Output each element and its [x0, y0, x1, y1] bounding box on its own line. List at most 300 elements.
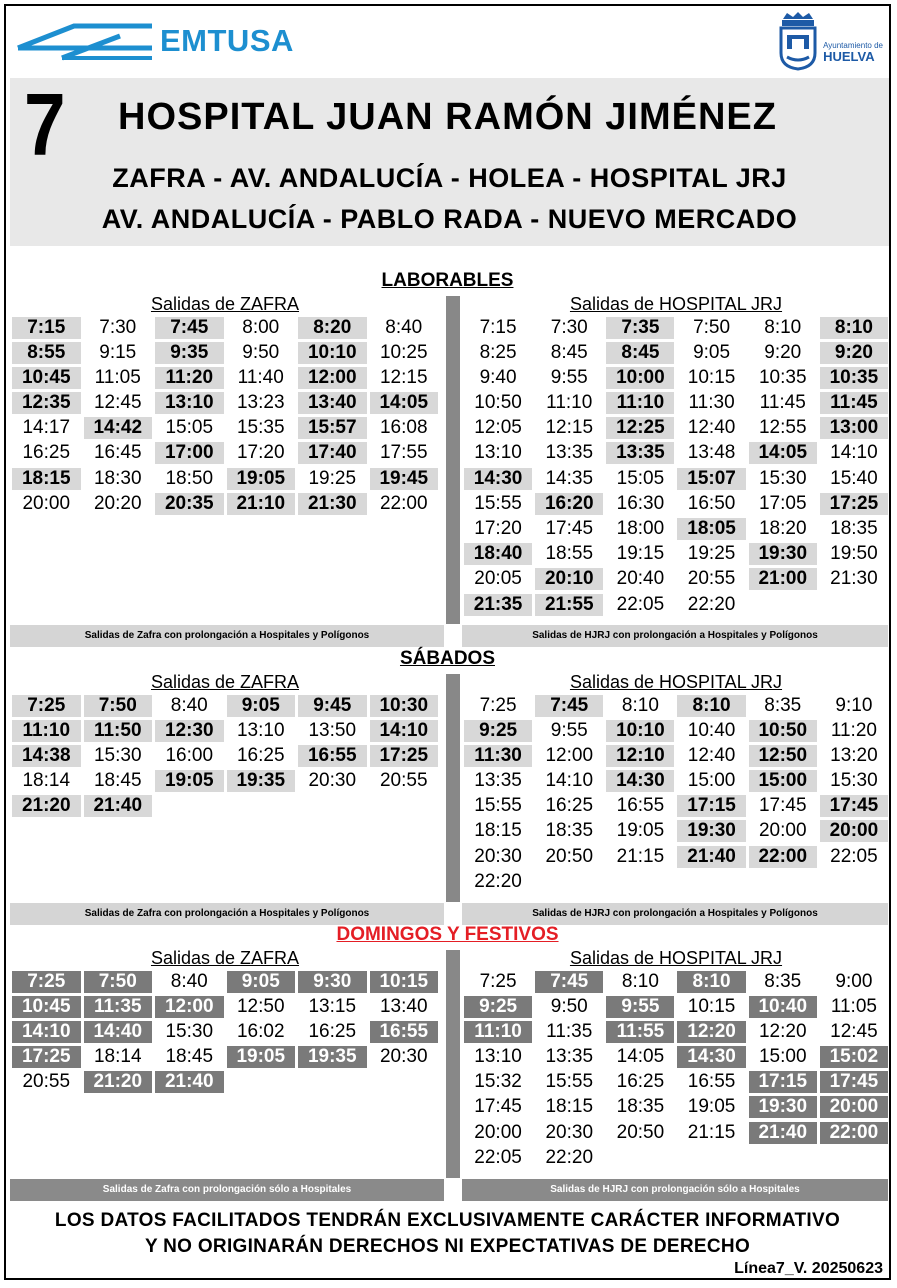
departure-time: 11:20	[830, 719, 877, 741]
departure-time: 9:30	[298, 971, 367, 993]
departure-time: 20:40	[616, 568, 665, 590]
departure-time: 8:10	[820, 317, 888, 339]
departure-time: 14:35	[545, 467, 594, 489]
departure-time: 12:15	[379, 366, 428, 388]
note-zafra: Salidas de Zafra con prolongación a Hospitales y Polígonos	[10, 625, 444, 647]
column-header: Salidas de ZAFRA	[150, 672, 300, 692]
departure-time: 11:30	[464, 745, 532, 767]
departure-time: 7:50	[84, 695, 153, 717]
departure-time: 15:30	[165, 1020, 214, 1042]
departure-time: 8:35	[764, 970, 802, 992]
departure-time: 20:30	[308, 770, 357, 792]
departure-time: 16:25	[236, 744, 285, 766]
departure-time: 8:40	[170, 694, 208, 716]
ayuntamiento-label: Ayuntamiento de	[823, 40, 883, 50]
departure-time: 10:50	[749, 720, 817, 742]
departure-time: 13:35	[606, 442, 674, 464]
departure-time: 10:30	[370, 695, 439, 717]
departures-zafra	[12, 948, 438, 1095]
departure-time: 7:15	[12, 317, 81, 339]
times-grid	[12, 969, 438, 1095]
departure-time: 10:45	[12, 367, 81, 389]
departure-time: 16:25	[308, 1020, 357, 1042]
column-divider	[446, 296, 460, 624]
departure-time: 11:05	[94, 366, 141, 388]
departure-time: 14:10	[12, 1021, 81, 1043]
departure-time: 13:10	[474, 1046, 522, 1068]
departure-time: 8:00	[242, 316, 280, 338]
column-header: Salidas de HOSPITAL JRJ	[569, 672, 783, 692]
departure-time: 13:40	[298, 392, 367, 414]
departure-time: 20:55	[687, 568, 736, 590]
departures-hospital	[464, 294, 888, 617]
departure-time: 10:10	[298, 342, 367, 364]
departure-time: 14:38	[12, 745, 81, 767]
departure-time: 10:00	[606, 367, 674, 389]
departure-time: 12:15	[545, 417, 594, 439]
departure-time: 10:25	[379, 341, 428, 363]
departure-time: 18:50	[165, 467, 214, 489]
departure-time: 21:40	[84, 795, 153, 817]
departure-time: 20:00	[820, 1096, 888, 1118]
coat-of-arms-icon	[777, 11, 819, 71]
departure-time: 20:55	[379, 770, 428, 792]
city-label: HUELVA	[823, 49, 875, 65]
departure-time: 15:55	[474, 795, 522, 817]
departure-time: 17:45	[820, 795, 888, 817]
departures-zafra	[12, 672, 438, 819]
departures-zafra	[12, 294, 438, 517]
departure-time: 13:35	[474, 770, 522, 792]
departure-time: 18:45	[165, 1046, 214, 1068]
departure-time: 17:15	[749, 1071, 817, 1093]
departure-time: 15:30	[758, 467, 807, 489]
departure-time: 14:10	[545, 770, 594, 792]
departure-time: 12:20	[677, 1021, 745, 1043]
departure-time: 9:45	[298, 695, 367, 717]
departure-time: 15:30	[93, 744, 142, 766]
departure-time: 16:25	[616, 1071, 665, 1093]
departure-time: 19:30	[749, 543, 817, 565]
departure-time: 20:20	[93, 492, 142, 514]
departure-time: 18:40	[464, 543, 532, 565]
header	[6, 6, 889, 76]
departure-time: 10:35	[758, 366, 807, 388]
departure-time: 8:35	[764, 694, 802, 716]
departure-time: 12:35	[12, 392, 81, 414]
departure-time: 17:45	[758, 795, 807, 817]
departure-time: 15:07	[677, 468, 745, 490]
departure-time: 7:45	[535, 695, 603, 717]
departure-time: 13:23	[236, 392, 285, 414]
departure-time: 9:40	[479, 366, 517, 388]
departure-time: 11:50	[84, 720, 153, 742]
departure-time: 18:55	[545, 543, 594, 565]
departure-time: 7:25	[12, 695, 81, 717]
departure-time: 13:00	[820, 417, 888, 439]
departure-time: 16:30	[616, 492, 665, 514]
departure-time: 16:25	[22, 442, 71, 464]
departure-time: 7:30	[99, 316, 137, 338]
note-zafra: Salidas de Zafra con prolongación sólo a Hospitales	[10, 1179, 444, 1201]
departure-time: 21:30	[830, 568, 878, 590]
departure-time: 21:55	[535, 594, 603, 616]
departure-time: 22:00	[749, 846, 817, 868]
departure-time: 7:45	[155, 317, 224, 339]
departure-time: 19:05	[227, 468, 296, 490]
departure-time: 20:30	[545, 1121, 594, 1143]
disclaimer-line-1: LOS DATOS FACILITADOS TENDRÁN EXCLUSIVAMENTE CARÁCTER INFORMATIVO	[54, 1210, 841, 1231]
departure-time: 19:35	[298, 1046, 367, 1068]
bus-arrow-icon	[16, 18, 154, 64]
departure-time: 21:15	[687, 1121, 736, 1143]
departure-time: 13:10	[236, 719, 285, 741]
departure-time: 20:00	[474, 1121, 522, 1143]
departure-time: 9:05	[693, 341, 731, 363]
departure-time: 14:17	[22, 417, 71, 439]
departure-time: 16:45	[93, 442, 142, 464]
departure-time: 15:35	[236, 417, 285, 439]
times-grid	[12, 693, 438, 819]
departure-time: 11:55	[606, 1021, 674, 1043]
departure-time: 18:15	[12, 468, 81, 490]
departure-time: 18:30	[93, 467, 142, 489]
line-number: 7	[24, 75, 66, 174]
departure-time: 22:00	[379, 492, 428, 514]
departure-time: 11:10	[546, 392, 593, 414]
departure-time: 13:20	[830, 744, 878, 766]
departure-time: 18:45	[93, 770, 142, 792]
column-divider	[446, 674, 460, 902]
departure-time: 8:10	[621, 694, 659, 716]
note-bar	[6, 1179, 889, 1201]
departure-time: 12:10	[606, 745, 674, 767]
departure-time: 15:32	[474, 1071, 522, 1093]
departure-time: 9:35	[155, 342, 224, 364]
departure-time: 20:10	[535, 568, 603, 590]
departure-time: 12:00	[298, 367, 367, 389]
departure-time: 11:10	[12, 720, 81, 742]
departure-time: 21:35	[464, 594, 532, 616]
departure-time: 20:30	[474, 845, 522, 867]
departure-time: 7:25	[479, 694, 517, 716]
departure-time: 9:55	[606, 996, 674, 1018]
departure-time: 9:05	[227, 695, 296, 717]
times-grid	[12, 315, 438, 517]
departure-time: 10:15	[370, 971, 439, 993]
departure-time: 12:30	[155, 720, 224, 742]
departure-time: 19:25	[308, 467, 357, 489]
route-title-box	[10, 75, 889, 246]
departure-time: 19:05	[616, 820, 665, 842]
section-title: SÁBADOS	[399, 648, 495, 669]
disclaimer-line-2: Y NO ORIGINARÁN DERECHOS NI EXPECTATIVAS DE DERECHO	[144, 1236, 751, 1257]
departure-time: 16:50	[687, 492, 736, 514]
departure-time: 20:05	[474, 568, 522, 590]
version-label: Línea7_V. 20250623	[734, 1260, 883, 1277]
times-grid	[464, 315, 888, 617]
departure-time: 19:05	[687, 1096, 736, 1118]
departure-time: 7:50	[693, 316, 731, 338]
departure-time: 11:10	[606, 392, 674, 414]
departure-time: 16:55	[687, 1071, 736, 1093]
departure-time: 9:25	[464, 720, 532, 742]
departure-time: 18:15	[474, 820, 522, 842]
departure-time: 18:35	[830, 518, 878, 539]
departure-time: 16:25	[545, 795, 594, 817]
departure-time: 16:00	[165, 744, 214, 766]
departure-time: 21:20	[12, 795, 81, 817]
route-stops-2: AV. ANDALUCÍA - PABLO RADA - NUEVO MERCADO	[101, 204, 798, 234]
departure-time: 20:00	[758, 820, 807, 842]
departure-time: 15:02	[820, 1046, 888, 1068]
departure-time: 8:10	[764, 316, 802, 338]
departure-time: 20:00	[22, 492, 71, 514]
departure-time: 16:55	[298, 745, 367, 767]
departure-time: 10:15	[687, 995, 736, 1017]
note-hospital: Salidas de HJRJ con prolongación sólo a Hospitales	[462, 1179, 888, 1201]
departure-time: 12:50	[749, 745, 817, 767]
departure-time: 18:35	[616, 1096, 665, 1118]
departure-time: 8:25	[479, 341, 517, 363]
departures-hospital	[464, 948, 888, 1171]
departure-time: 10:10	[606, 720, 674, 742]
departure-time: 12:25	[606, 417, 674, 439]
column-header: Salidas de ZAFRA	[150, 948, 300, 968]
departure-time: 11:20	[155, 367, 224, 389]
departure-time: 15:05	[165, 417, 214, 439]
departure-time: 10:45	[12, 996, 81, 1018]
departure-time: 9:50	[242, 341, 280, 363]
departure-time: 10:40	[749, 996, 817, 1018]
departure-time: 7:15	[479, 316, 517, 338]
departure-time: 11:35	[546, 1020, 593, 1042]
departures-hospital	[464, 672, 888, 895]
departure-time: 20:55	[22, 1071, 71, 1093]
departure-time: 12:45	[93, 392, 142, 414]
note-zafra: Salidas de Zafra con prolongación a Hospitales y Polígonos	[10, 903, 444, 925]
departure-time: 9:55	[550, 719, 588, 741]
departure-time: 10:15	[687, 366, 736, 388]
departure-time: 20:30	[379, 1046, 428, 1068]
departure-time: 15:55	[474, 492, 522, 514]
departure-time: 18:15	[545, 1096, 594, 1118]
departure-time: 12:55	[758, 417, 807, 439]
note-hospital: Salidas de HJRJ con prolongación a Hospitales y Polígonos	[462, 903, 888, 925]
departure-time: 15:00	[687, 770, 736, 792]
departure-time: 17:00	[155, 442, 224, 464]
departure-time: 21:15	[616, 845, 665, 867]
departure-time: 21:30	[298, 493, 367, 515]
departure-time: 18:35	[545, 820, 594, 842]
departure-time: 12:40	[687, 417, 736, 439]
departure-time: 13:48	[687, 442, 736, 464]
departure-time: 14:10	[370, 720, 439, 742]
departure-time: 15:57	[298, 417, 367, 439]
departure-time: 8:40	[170, 970, 208, 992]
departure-time: 17:45	[474, 1096, 522, 1118]
column-header: Salidas de ZAFRA	[150, 294, 300, 314]
departure-time: 11:10	[464, 1021, 532, 1043]
departure-time: 17:15	[677, 795, 745, 817]
departure-time: 17:20	[236, 442, 285, 464]
departure-time: 20:00	[820, 820, 888, 842]
departure-time: 11:30	[688, 392, 735, 414]
departure-time: 17:20	[474, 518, 522, 539]
departure-time: 14:30	[677, 1046, 745, 1068]
departure-time: 15:00	[749, 770, 817, 792]
departure-time: 19:50	[830, 543, 878, 565]
departure-time: 18:20	[758, 518, 807, 539]
departure-time: 22:05	[474, 1146, 522, 1168]
departure-time: 19:45	[370, 468, 439, 490]
departure-time: 17:45	[545, 518, 594, 539]
departure-time: 16:55	[370, 1021, 439, 1043]
departure-time: 16:08	[379, 417, 428, 439]
departure-time: 14:40	[84, 1021, 153, 1043]
departure-time: 10:40	[687, 719, 736, 741]
departure-time: 8:55	[12, 342, 81, 364]
column-header: Salidas de HOSPITAL JRJ	[569, 294, 783, 314]
departure-time: 8:10	[677, 971, 745, 993]
departure-time: 15:40	[830, 467, 878, 489]
departure-time: 9:20	[820, 342, 888, 364]
departure-time: 18:05	[677, 518, 745, 540]
departure-time: 17:55	[379, 442, 428, 464]
departure-time: 20:50	[616, 1121, 665, 1143]
ayuntamiento-logo	[777, 11, 883, 71]
departure-time: 9:00	[835, 970, 873, 992]
departure-time: 7:45	[535, 971, 603, 993]
section-title: DOMINGOS Y FESTIVOS	[336, 924, 559, 945]
column-divider	[446, 950, 460, 1178]
departure-time: 14:05	[370, 392, 439, 414]
departure-time: 22:00	[820, 1122, 888, 1144]
departure-time: 19:25	[687, 543, 736, 565]
departure-time: 9:50	[550, 995, 588, 1017]
departure-time: 19:30	[677, 820, 745, 842]
departure-time: 11:40	[237, 366, 284, 388]
departure-time: 15:05	[616, 467, 665, 489]
note-hospital: Salidas de HJRJ con prolongación a Hospitales y Polígonos	[462, 625, 888, 647]
departure-time: 22:20	[687, 593, 736, 615]
departure-time: 7:25	[479, 970, 517, 992]
departure-time: 11:35	[84, 996, 153, 1018]
departure-time: 13:40	[379, 995, 428, 1017]
departure-time: 8:10	[621, 970, 659, 992]
times-grid	[464, 693, 888, 895]
departure-time: 13:35	[545, 442, 594, 464]
departure-time: 11:45	[820, 392, 888, 414]
timetable-sheet	[4, 4, 891, 1280]
departure-time: 19:30	[749, 1096, 817, 1118]
departure-time: 18:14	[22, 770, 71, 792]
departure-time: 21:40	[155, 1071, 224, 1093]
departure-time: 8:45	[550, 341, 588, 363]
departure-time: 15:30	[830, 770, 878, 792]
departure-time: 11:45	[759, 392, 806, 414]
departure-time: 14:05	[749, 442, 817, 464]
departure-time: 12:00	[545, 744, 594, 766]
departure-time: 20:35	[155, 493, 224, 515]
departure-time: 7:25	[12, 971, 81, 993]
departure-time: 13:35	[545, 1046, 594, 1068]
departure-time: 12:40	[687, 744, 736, 766]
departure-time: 16:55	[616, 795, 665, 817]
departure-time: 17:25	[820, 493, 888, 515]
departure-time: 19:05	[155, 770, 224, 792]
departure-time: 21:40	[749, 1122, 817, 1144]
departure-time: 21:20	[84, 1071, 153, 1093]
departure-time: 13:50	[308, 719, 357, 741]
route-title: HOSPITAL JUAN RAMÓN JIMÉNEZ	[118, 96, 777, 138]
departure-time: 18:00	[616, 518, 665, 539]
departure-time: 7:50	[84, 971, 153, 993]
departure-time: 9:25	[464, 996, 532, 1018]
departure-time: 15:00	[758, 1046, 807, 1068]
departure-time: 16:02	[236, 1020, 285, 1042]
departure-time: 22:05	[616, 593, 665, 615]
departure-time: 10:35	[820, 367, 888, 389]
brand-name: EMTUSA	[160, 23, 294, 58]
disclaimer	[6, 1208, 889, 1260]
times-grid	[464, 969, 888, 1171]
departure-time: 9:15	[99, 341, 137, 363]
departure-time: 12:45	[830, 1020, 878, 1042]
departure-time: 21:40	[677, 846, 745, 868]
departure-time: 17:25	[12, 1046, 81, 1068]
departure-time: 9:20	[764, 341, 802, 363]
departure-time: 7:30	[550, 316, 588, 338]
departure-time: 14:05	[616, 1046, 665, 1068]
departure-time: 12:50	[236, 995, 285, 1017]
departure-time: 9:10	[835, 694, 873, 716]
column-header: Salidas de HOSPITAL JRJ	[569, 948, 783, 968]
note-bar	[6, 625, 889, 647]
departure-time: 14:42	[84, 417, 153, 439]
departure-time: 13:10	[155, 392, 224, 414]
departure-time: 12:20	[758, 1020, 807, 1042]
departure-time: 11:05	[830, 995, 877, 1017]
departure-time: 14:30	[464, 468, 532, 490]
departure-time: 13:10	[474, 442, 522, 464]
departure-time: 8:40	[385, 316, 423, 338]
departure-time: 7:35	[606, 317, 674, 339]
departure-time: 8:20	[298, 317, 367, 339]
departure-time: 22:20	[474, 870, 522, 892]
departure-time: 22:05	[830, 845, 878, 867]
departure-time: 17:05	[758, 492, 807, 514]
departure-time: 10:50	[474, 392, 522, 414]
departure-time: 21:10	[227, 493, 296, 515]
departure-time: 12:00	[155, 996, 224, 1018]
departure-time: 12:05	[474, 417, 522, 439]
departure-time: 19:15	[616, 543, 665, 565]
departure-time: 18:14	[93, 1046, 142, 1068]
departure-time: 9:05	[227, 971, 296, 993]
departure-time: 20:50	[545, 845, 594, 867]
departure-time: 14:10	[830, 442, 878, 464]
departure-time: 17:40	[298, 442, 367, 464]
departure-time: 16:20	[535, 493, 603, 515]
departure-time: 17:25	[370, 745, 439, 767]
departure-time: 22:20	[545, 1146, 594, 1168]
departure-time: 15:55	[545, 1071, 594, 1093]
departure-time: 8:45	[606, 342, 674, 364]
departure-time: 14:30	[606, 770, 674, 792]
departure-time: 21:00	[749, 568, 817, 590]
route-stops-1: ZAFRA - AV. ANDALUCÍA - HOLEA - HOSPITAL JRJ	[112, 163, 787, 193]
